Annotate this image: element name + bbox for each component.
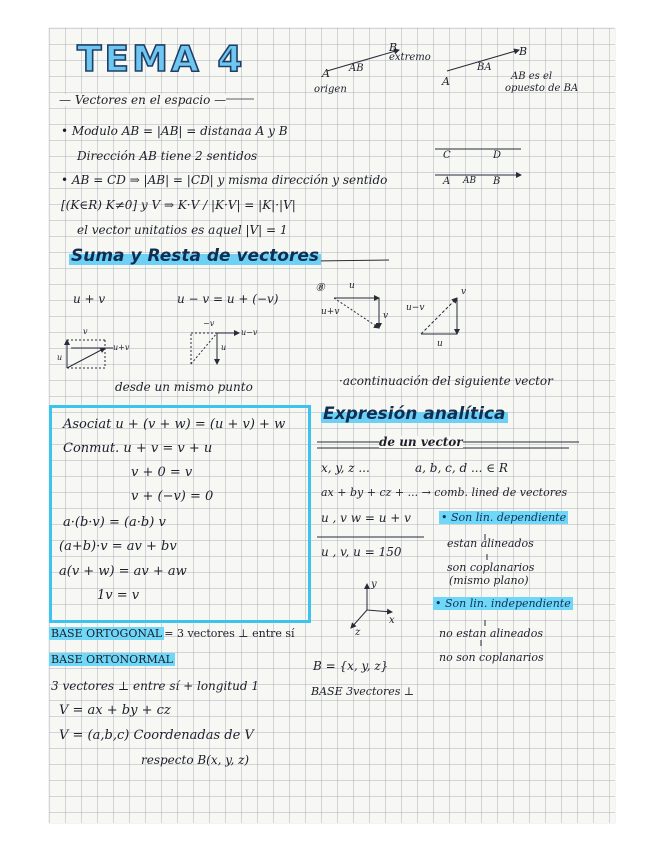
point-c: C	[443, 150, 451, 161]
box-zero: v + 0 = v	[131, 465, 193, 480]
section-analitica: Expresión analítica	[323, 404, 506, 424]
box-r3: a(v + w) = av + aw	[59, 564, 187, 579]
a-continuacion: ·acontinuación del siguiente vector	[339, 374, 553, 388]
an-mismo-plano: (mismo plano)	[449, 574, 529, 587]
prop-unit: el vector unitatios es aquel |V| = 1	[77, 223, 288, 237]
point-b-label: B	[389, 41, 398, 54]
vec-ab-label: AB	[349, 63, 364, 74]
op-sum: u + v	[73, 292, 106, 306]
base-ortonormal: BASE ORTONORMAL	[51, 653, 173, 666]
an-vars: x, y, z ...	[321, 461, 370, 475]
an-coplanarios: son coplanarios	[447, 561, 535, 574]
axis-z: z	[355, 627, 361, 638]
box-r4: 1v = v	[97, 588, 140, 603]
prop-direccion: Dirección AB tiene 2 sentidos	[77, 149, 258, 163]
diff-diag-negv: −v	[203, 319, 215, 328]
tri2-u: u	[437, 339, 443, 349]
de-un-vector: de un vector	[379, 435, 463, 449]
opuesto-line1: AB es el	[511, 71, 553, 82]
properties-box	[49, 405, 311, 623]
an-scalars: a, b, c, d ... ∈ R	[415, 461, 508, 475]
sum-diagram	[67, 340, 113, 368]
box-asociat: Asociat u + (v + w) = (u + v) + w	[63, 417, 286, 432]
prop-equal: • AB = CD ⇒ |AB| = |CD| y misma dirección y sentido	[61, 173, 388, 187]
base-b-set: B = {x, y, z}	[313, 659, 389, 673]
sum-diag-u: u	[57, 353, 63, 362]
notebook-page	[49, 28, 615, 823]
an-u150: u , v, u = 150	[321, 545, 402, 559]
tri2-v: v	[461, 287, 467, 297]
extremo-label: extremo	[389, 52, 431, 63]
point-a-label: A	[322, 67, 330, 80]
box-r2: (a+b)·v = av + bv	[59, 539, 177, 554]
diff-diagram	[191, 333, 239, 364]
axes-diagram	[351, 584, 392, 628]
vec-ba-label: BA	[477, 62, 492, 73]
axis-y: y	[371, 579, 377, 590]
box-r1: a·(b·v) = (a·b) v	[63, 515, 166, 530]
page-title: TEMA 4	[77, 39, 246, 80]
point-b2-label: B	[519, 45, 528, 58]
prop-scalar: [(K∈R) K≠0] y V ⇒ K·V / |K·V| = |K|·|V|	[61, 198, 296, 212]
an-comb: ax + by + cz + ... → comb. lined de vectores	[321, 486, 568, 499]
axis-x: x	[389, 615, 395, 626]
point-a3: A	[443, 176, 451, 187]
subtitle: — Vectores en el espacio —	[59, 93, 227, 107]
point-a2-label: A	[442, 75, 450, 88]
prop-modulo: • Modulo AB = |AB| = distanaa A y B	[61, 124, 288, 138]
an-alineados: estan alineados	[447, 537, 534, 550]
base-b-label: BASE 3vectores ⊥	[311, 685, 415, 698]
base-respecto: respecto B(x, y, z)	[141, 753, 250, 767]
tri1-u: u	[349, 281, 355, 291]
an-no-coplanarios: no son coplanarios	[439, 651, 544, 664]
base-v-coords: V = (a,b,c) Coordenadas de V	[59, 728, 254, 743]
op-diff: u − v = u + (−v)	[177, 292, 279, 306]
op-number: ⑧	[315, 281, 325, 294]
tri2-umv: u−v	[406, 303, 425, 313]
opuesto-line2: opuesto de BA	[505, 83, 579, 94]
point-b3: B	[493, 176, 501, 187]
box-conmut: Conmut. u + v = v + u	[63, 441, 213, 456]
base-def: 3 vectores ⊥ entre sí + longitud 1	[51, 679, 259, 693]
sum-diag-v: v	[83, 327, 88, 336]
triangle-diff	[421, 298, 457, 334]
triangle-sum	[334, 298, 379, 328]
point-d: D	[493, 150, 502, 161]
diff-diag-u: u	[221, 343, 227, 352]
box-opp: v + (−v) = 0	[131, 489, 214, 504]
vec-ab3: AB	[463, 176, 477, 186]
sum-diag-uv: u+v	[113, 343, 130, 352]
origen-label: origen	[314, 84, 347, 95]
an-uvw: u , v w = u + v	[321, 511, 411, 525]
tri1-uv: u+v	[321, 307, 340, 317]
an-lin-dep: • Son lin. dependiente	[441, 511, 567, 524]
diff-diag-umv: u−v	[241, 328, 258, 337]
section-suma-resta: Suma y Resta de vectores	[71, 246, 320, 266]
an-no-alineados: no estan alineados	[439, 627, 543, 640]
base-ortogonal: BASE ORTOGONAL = 3 vectores ⊥ entre sí	[51, 627, 295, 640]
base-v-expr: V = ax + by + cz	[59, 703, 171, 718]
desde-mismo-punto: desde un mismo punto	[115, 380, 253, 394]
tri1-v: v	[383, 311, 389, 321]
an-lin-ind: • Son lin. independiente	[435, 597, 571, 610]
